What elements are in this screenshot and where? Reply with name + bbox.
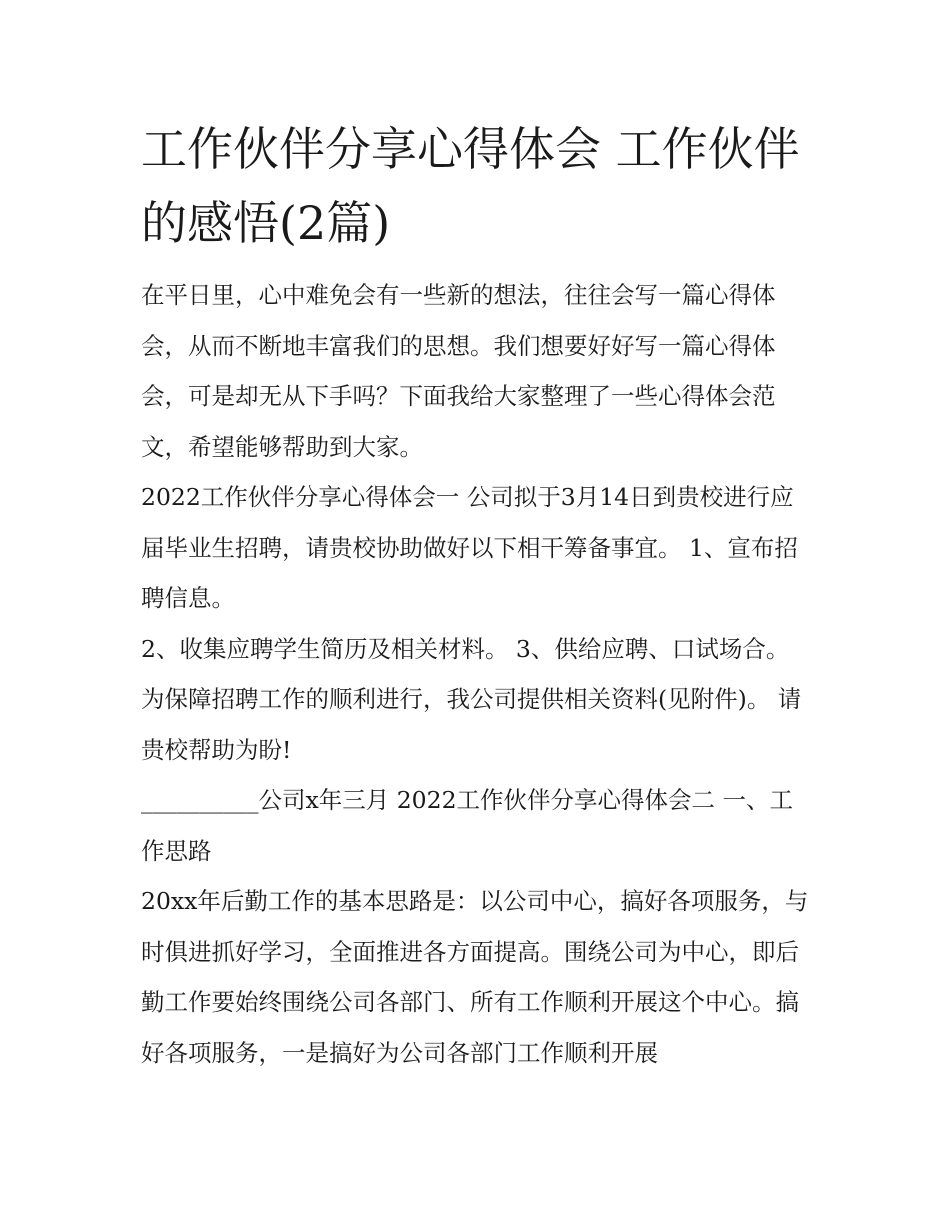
- document-page: [141, 112, 813, 1078]
- paragraph-part-two-heading: __________公司x年三月 2022工作伙伴分享心得体会二 一、工作思路: [141, 786, 793, 865]
- paragraph-part-one: 2022工作伙伴分享心得体会一 公司拟于3月14日到贵校进行应届毕业生招聘，请贵校协助做好以下相干筹备事宜。 1、宣布招聘信息。: [141, 483, 798, 612]
- paragraph-intro: 在平日里，心中难免会有一些新的想法，往往会写一篇心得体会，从而不断地丰富我们的思想。我们想要好好写一篇心得体会，可是却无从下手吗？下面我给大家整理了一些心得体会范文，希望能够帮助到大家。: [141, 281, 776, 461]
- paragraph-work-thinking: 20xx年后勤工作的基本思路是：以公司中心，搞好各项服务，与时俱进抓好学习，全面推进各方面提高。围绕公司为中心，即后勤工作要始终围绕公司各部门、所有工作顺利开展这个中心。搞好各项服务，一是搞好为公司各部门工作顺利开展: [141, 887, 809, 1067]
- paragraph-materials: 2、收集应聘学生简历及相关材料。 3、供给应聘、口试场合。 为保障招聘工作的顺利进行，我公司提供相关资料(见附件)。 请贵校帮助为盼!: [141, 634, 802, 764]
- document-title: 工作伙伴分享心得体会 工作伙伴的感悟(2篇): [141, 122, 800, 250]
